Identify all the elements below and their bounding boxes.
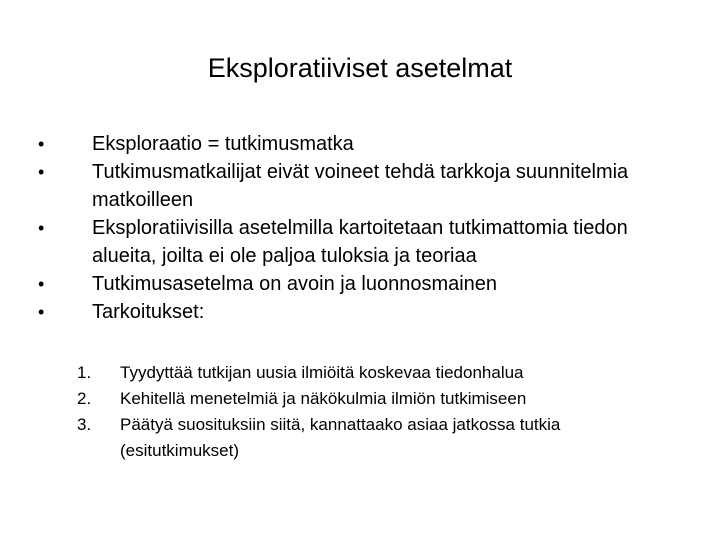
numbered-item-text: Päätyä suosituksiin siitä, kannattaako asiaa jatkossa tutkia (esitutkimukset) bbox=[120, 415, 561, 460]
bullet-item bbox=[38, 270, 688, 298]
bullet-text: Tutkimusmatkailijat eivät voineet tehdä tarkkoja suunnitelmia matkoilleen bbox=[92, 161, 629, 211]
bullet-item bbox=[38, 158, 688, 214]
bullet-icon: • bbox=[38, 218, 45, 238]
numbered-item-text: Tyydyttää tutkijan uusia ilmiöitä koskevaa tiedonhalua bbox=[120, 363, 524, 382]
numbered-item bbox=[72, 412, 672, 464]
numbered-sub-list bbox=[72, 360, 672, 464]
bullet-text: Eksploraatio = tutkimusmatka bbox=[92, 133, 354, 155]
bullet-text: Tarkoitukset: bbox=[92, 301, 205, 323]
bullet-icon: • bbox=[38, 302, 45, 322]
item-number: 2. bbox=[77, 389, 92, 408]
numbered-item bbox=[72, 386, 672, 412]
bullet-item bbox=[38, 298, 688, 326]
numbered-item bbox=[72, 360, 672, 386]
bullet-icon: • bbox=[38, 162, 45, 182]
bullet-text: Eksploratiivisilla asetelmilla kartoitetaan tutkimattomia tiedon alueita, joilta ei ole paljoa tuloksia ja teoriaa bbox=[92, 217, 628, 267]
bullet-icon: • bbox=[38, 134, 45, 154]
bullet-text: Tutkimusasetelma on avoin ja luonnosmainen bbox=[92, 273, 498, 295]
bullet-list bbox=[38, 130, 688, 326]
item-number: 1. bbox=[77, 363, 92, 382]
bullet-item bbox=[38, 130, 688, 158]
bullet-icon: • bbox=[38, 274, 45, 294]
bullet-item bbox=[38, 214, 688, 270]
slide-title: Eksploratiiviset asetelmat bbox=[207, 53, 513, 83]
item-number: 3. bbox=[77, 415, 92, 434]
numbered-item-text: Kehitellä menetelmiä ja näkökulmia ilmiön tutkimiseen bbox=[120, 389, 527, 408]
